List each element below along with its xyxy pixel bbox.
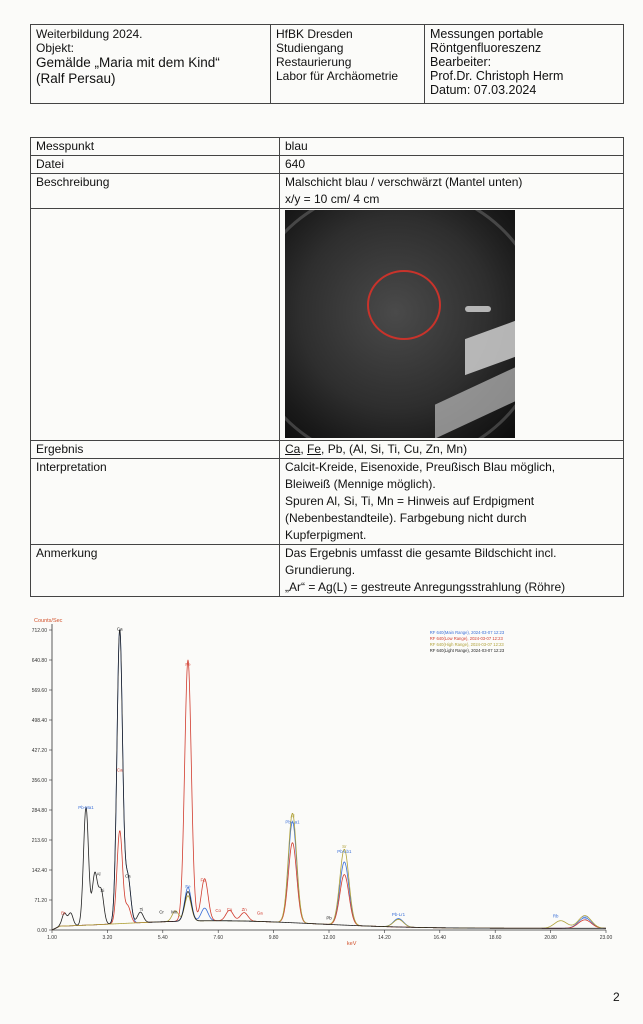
editor-name: Prof.Dr. Christoph Herm — [430, 69, 564, 83]
y-tick-label: 712.00 — [31, 628, 47, 634]
interpretation-line3: Spuren Al, Si, Ti, Mn = Hinweis auf Erdpigment — [285, 494, 535, 508]
photo-label-empty — [31, 209, 280, 441]
x-tick-label: 12.00 — [322, 935, 336, 941]
legend-entry: RF 640(High Range), 2024-03-07 12:23 — [429, 642, 504, 647]
peak-label: Al — [96, 871, 101, 877]
interpretation-value — [280, 459, 624, 545]
spectrum-series-line — [52, 813, 606, 930]
x-tick-label: 5.40 — [157, 935, 168, 941]
interpretation-line4: (Nebenbestandteile). Farbgebung nicht durch — [285, 511, 527, 525]
header-measurement-cell — [425, 25, 623, 103]
object-title: Gemälde „Maria mit dem Kind“ — [36, 55, 220, 70]
beschreibung-value — [280, 174, 624, 209]
interpretation-line1: Calcit-Kreide, Eisenoxide, Preußisch Blau möglich, — [285, 460, 556, 474]
y-tick-label: 640.80 — [31, 658, 47, 664]
ergebnis-sep: , — [300, 442, 308, 456]
y-tick-label: 356.00 — [31, 778, 47, 784]
row-ergebnis — [31, 441, 624, 459]
interpretation-line5: Kupferpigment. — [285, 528, 367, 542]
anmerkung-label: Anmerkung — [31, 545, 280, 597]
peak-label: Zn — [241, 907, 247, 913]
ergebnis-label: Ergebnis — [31, 441, 280, 459]
x-tick-label: 20.80 — [544, 935, 557, 941]
photo-reflection — [465, 306, 491, 312]
peak-label: Fe — [200, 877, 206, 883]
measurement-title: Messungen portable — [430, 27, 544, 41]
y-tick-label: 142.40 — [31, 868, 47, 874]
peak-label: Si — [100, 888, 105, 894]
ergebnis-value — [280, 441, 624, 459]
beschreibung-line2: x/y = 10 cm/ 4 cm — [285, 192, 380, 206]
measurement-method: Röntgenfluoreszenz — [430, 41, 542, 55]
y-tick-label: 213.60 — [31, 838, 47, 844]
y-tick-label: 569.60 — [31, 688, 47, 694]
anmerkung-line3: „Ar“ = Ag(L) = gestreute Anregungsstrahlung (Röhre) — [285, 580, 566, 594]
y-axis-title: Counts/Sec — [34, 618, 63, 624]
peak-label: Al — [290, 813, 295, 819]
row-beschreibung — [31, 174, 624, 209]
legend-entry: RF 640(Light Range), 2024-03-07 12:23 — [429, 648, 505, 653]
spectrum-series-line — [52, 660, 606, 930]
interpretation-label: Interpretation — [31, 459, 280, 545]
course-title: Weiterbildung 2024. — [36, 27, 143, 41]
peak-label: Pb-Ma1 — [78, 805, 94, 811]
datei-label: Datei — [31, 156, 280, 174]
row-interpretation — [31, 459, 624, 545]
peak-label: Fe — [185, 883, 191, 889]
x-tick-label: 9.80 — [268, 935, 279, 941]
peak-label: Sr — [342, 843, 347, 849]
ergebnis-fe: Fe — [307, 442, 322, 456]
measurement-spot-photo — [285, 210, 515, 438]
legend-entry: RF 640(Main Range), 2024-03-07 12:23 — [429, 630, 505, 635]
peak-label: Fe — [185, 661, 191, 667]
program-label: Studiengang — [276, 41, 344, 55]
peak-label: Mn — [171, 909, 178, 915]
peak-label: Pb-La1 — [285, 819, 300, 825]
page-number: 2 — [613, 990, 620, 1004]
ergebnis-rest: , Pb, (Al, Si, Ti, Cu, Zn, Mn) — [321, 442, 468, 456]
interpretation-line2: Bleiweiß (Mennige möglich). — [285, 477, 436, 491]
header-object-cell — [31, 25, 271, 103]
beschreibung-line1: Malschicht blau / verschwärzt (Mantel unten) — [285, 175, 523, 189]
row-messpunkt — [31, 138, 624, 156]
row-datei — [31, 156, 624, 174]
x-tick-label: 3.20 — [102, 935, 113, 941]
peak-label: Pb — [326, 915, 332, 921]
y-tick-label: 0.00 — [37, 928, 47, 934]
measurement-circle-marker — [367, 270, 441, 340]
legend-entry: RF 640(Low Range), 2024-03-07 12:23 — [429, 636, 503, 641]
datei-value: 640 — [280, 156, 624, 174]
y-tick-label: 427.20 — [31, 748, 47, 754]
x-tick-label: 14.20 — [378, 935, 391, 941]
measurement-table — [30, 137, 624, 597]
peak-label: Ga — [256, 910, 263, 916]
peak-label: Cu — [226, 907, 233, 913]
x-tick-label: 23.00 — [599, 935, 613, 941]
object-label: Objekt: — [36, 41, 75, 55]
beschreibung-label: Beschreibung — [31, 174, 280, 209]
photo-cell — [280, 209, 624, 441]
object-artist: (Ralf Persau) — [36, 71, 116, 86]
x-tick-label: 1.00 — [47, 935, 57, 941]
peak-label: Ti — [139, 907, 144, 913]
xrf-spectrum-chart — [28, 612, 620, 952]
peak-label: Ca — [124, 873, 131, 879]
anmerkung-value — [280, 545, 624, 597]
peak-label: Ca — [116, 626, 123, 632]
institution: HfBK Dresden — [276, 27, 353, 41]
peak-label: Pb-Lb1 — [337, 849, 352, 854]
x-tick-label: 16.40 — [433, 935, 447, 941]
date: Datum: 07.03.2024 — [430, 83, 537, 97]
anmerkung-line2: Grundierung. — [285, 563, 356, 577]
y-tick-label: 498.40 — [31, 718, 47, 724]
header-table — [30, 24, 624, 104]
spectrum-series-line — [52, 630, 606, 930]
program: Restaurierung — [276, 55, 352, 69]
lab: Labor für Archäometrie — [276, 69, 399, 83]
x-tick-label: 7.60 — [213, 935, 224, 941]
editor-label: Bearbeiter: — [430, 55, 492, 69]
peak-label: Co — [215, 907, 222, 913]
anmerkung-line1: Das Ergebnis umfasst die gesamte Bildschicht incl. — [285, 546, 557, 560]
row-photo — [31, 209, 624, 441]
y-tick-label: 71.20 — [34, 898, 47, 904]
peak-label: Ca — [116, 767, 123, 773]
peak-label: Br — [61, 910, 66, 916]
peak-label: Cr — [159, 909, 164, 915]
peak-label: Ag — [582, 914, 588, 920]
peak-label: Rb — [552, 913, 559, 919]
ergebnis-ca: Ca — [285, 442, 301, 456]
messpunkt-label: Messpunkt — [31, 138, 280, 156]
row-anmerkung — [31, 545, 624, 597]
peak-label: Pb-Lr1 — [391, 912, 406, 918]
x-axis-title: keV — [346, 941, 357, 947]
spectrum-series-line — [52, 630, 606, 930]
header-institution-cell — [271, 25, 425, 103]
y-tick-label: 284.80 — [31, 808, 47, 814]
x-tick-label: 18.60 — [488, 935, 502, 941]
messpunkt-value: blau — [280, 138, 624, 156]
